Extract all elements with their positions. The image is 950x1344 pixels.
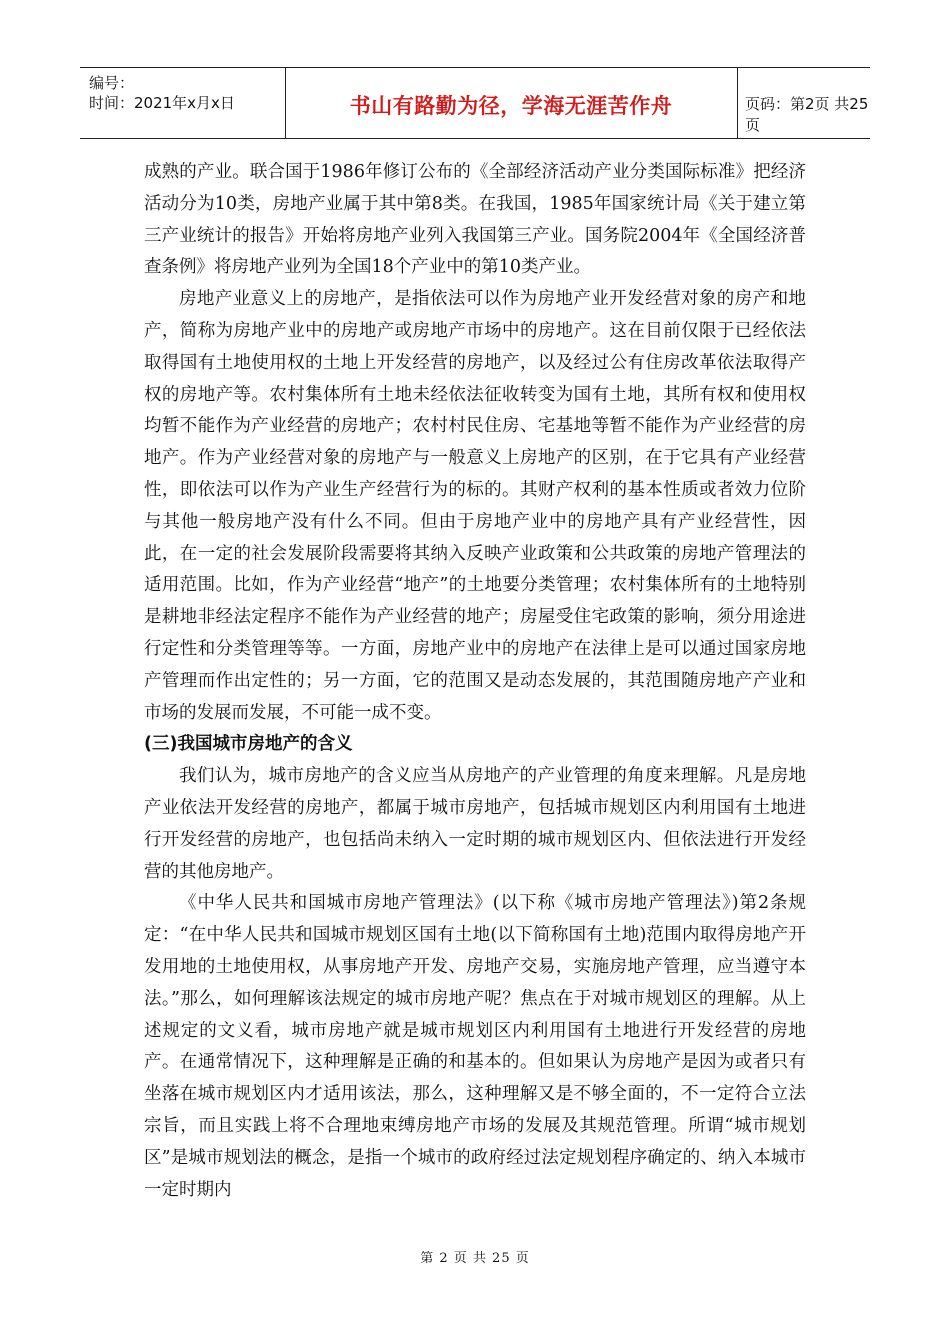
paragraph-1: 成熟的产业。联合国于1986年修订公布的《全部经济活动产业分类国际标准》把经济活动分为10类，房地产业属于其中第8类。在我国，1985年国家统计局《关于建立第三产业统计的报告》开始将房地产业列入我国第三产业。国务院2004年《全国经济普查条例》将房地产业列为全国18个产业中的第10类产业。 xyxy=(144,162,806,278)
document-header xyxy=(80,67,870,139)
document-body xyxy=(144,157,806,1206)
header-page-label: 页码：第2页 共25页 xyxy=(745,95,869,134)
header-motto-cell xyxy=(285,68,738,138)
paragraph-2: 房地产业意义上的房地产，是指依法可以作为房地产业开发经营对象的房产和地产，简称为房地产业中的房地产或房地产市场中的房地产。这在目前仅限于已经依法取得国有土地使用权的土地上开发经营的房地产，以及经过公有住房改革依法取得产权的房地产等。农村集体所有土地未经依法征收转变为国有土地，其所有权和使用权均暂不能作为产业经营的房地产；农村村民住房、宅基地等暂不能作为产业经营的房地产。作为产业经营对象的房地产与一般意义上房地产的区别，在于它具有产业经营性，即依法可以作为产业生产经营行为的标的。其财产权利的基本性质或者效力位阶与其他一般房地产没有什么不同。但由于房地产业中的房地产具有产业经营性，因此，在一定的社会发展阶段需要将其纳入反映产业政策和公共政策的房地产管理法的适用范围。比如，作为产业经营“地产”的土地要分类管理；农村集体所有的土地特别是耕地非经法定程序不能作为产业经营的地产；房屋受住宅政策的影响，须分用途进行定性和分类管理等等。一方面，房地产业中的房地产在法律上是可以通过国家房地产管理而作出定性的；另一方面，它的范围又是动态发展的，其范围随房地产产业和市场的发展而发展，不可能一成不变。 xyxy=(144,289,806,723)
header-page-cell xyxy=(737,68,870,138)
number-label: 编号： xyxy=(89,74,135,92)
time-label: 时间：2021年x月x日 xyxy=(89,94,235,112)
header-motto: 书山有路勤为径，学海无涯苦作舟 xyxy=(349,94,673,118)
section-heading: (三)我国城市房地产的含义 xyxy=(144,734,353,755)
header-meta-cell xyxy=(80,68,286,138)
paragraph-3: 我们认为，城市房地产的含义应当从房地产的产业管理的角度来理解。凡是房地产业依法开发经营的房地产，都属于城市房地产，包括城市规划区内利用国有土地进行开发经营的房地产，也包括尚未纳入一定时期的城市规划区内、但依法进行开发经营的其他房地产。 xyxy=(144,766,806,882)
page-footer: 第 2 页 共 25 页 xyxy=(420,1251,530,1266)
paragraph-4: 《中华人民共和国城市房地产管理法》(以下称《城市房地产管理法》)第2条规定：“在中华人民共和国城市规划区国有土地(以下简称国有土地)范围内取得房地产开发用地的土地使用权，从事房地产开发、房地产交易，实施房地产管理，应当遵守本法。”那么，如何理解该法规定的城市房地产呢？焦点在于对城市规划区的理解。从上述规定的文义看，城市房地产就是城市规划区内利用国有土地进行开发经营的房地产。在通常情况下，这种理解是正确的和基本的。但如果认为房地产是因为或者只有坐落在城市规划区内才适用该法，那么，这种理解又是不够全面的，不一定符合立法宗旨，而且实践上将不合理地束缚房地产市场的发展及其规范管理。所谓“城市规划区”是城市规划法的概念，是指一个城市的政府经过法定规划程序确定的、纳入本城市一定时期内 xyxy=(144,893,806,1200)
